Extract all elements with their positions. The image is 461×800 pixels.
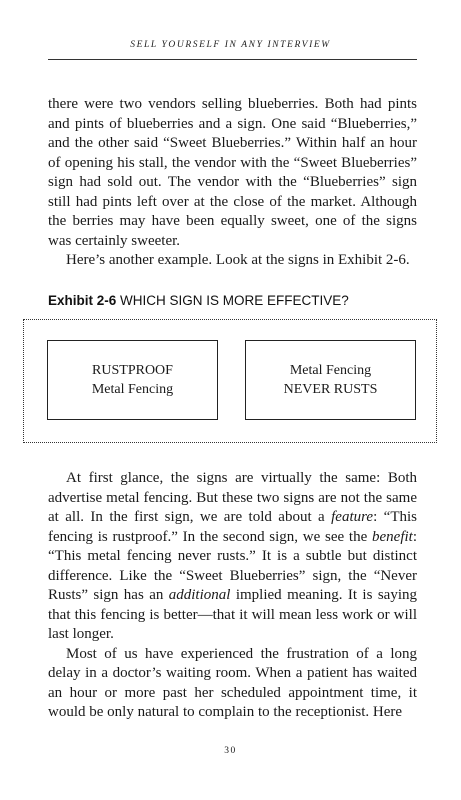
emphasis-feature: feature <box>331 509 374 525</box>
paragraph-text-segment: At first glance, the signs are virtually the same: Both advertise metal fencing. But these two signs are not the same at all. In the first sign, we are told about a <box>48 470 417 525</box>
sign-right-line-2: NEVER RUSTS <box>283 382 378 397</box>
paragraph-blueberries: there were two vendors selling blueberries. Both had pints and pints of blueberries and a sign. One said “Blueberries,” and the other said “Sweet Blueberries.” Within half an hour of opening his stall, the vendor with the “Sweet Blueberries” sign had sold out. The vendor with the “Blueberries” sign still had pints left over at the close of the market. Although the berries may have been equally sweet, one of the signs was certainly sweeter. <box>48 96 417 249</box>
exhibit-number: Exhibit 2-6 <box>48 293 117 308</box>
page-number: 30 <box>224 746 237 756</box>
emphasis-additional: additional <box>168 587 231 603</box>
paragraph-feature-benefit <box>48 469 417 645</box>
paragraph-text-segment: : “This fencing is rustproof.” In the second sign, we see the <box>48 509 417 545</box>
paragraph-doctor-waiting: Most of us have experienced the frustration of a long delay in a doctor’s waiting room. When a patient has waited an hour or more past her scheduled appointment time, it would be only natural to complain to the receptionist. Here <box>48 645 417 720</box>
paragraph-text-segment: : “This metal fencing never rusts.” It is a subtle but distinct difference. Like the “Sweet Blueberries” sign, the “Never Rusts” sign has an <box>48 528 417 603</box>
exhibit-caption <box>48 293 349 308</box>
sign-never-rusts <box>245 340 416 420</box>
emphasis-benefit: benefit <box>372 528 413 545</box>
paragraph-another-example: Here’s another example. Look at the signs in Exhibit 2-6. <box>66 252 410 268</box>
body-text-top <box>48 95 417 271</box>
sign-rustproof <box>47 340 218 420</box>
sign-right-line-1: Metal Fencing <box>289 363 372 378</box>
header-rule <box>48 59 417 60</box>
body-text-bottom <box>48 469 417 723</box>
exhibit-title: WHICH SIGN IS MORE EFFECTIVE? <box>120 293 349 308</box>
paragraph-text-segment: implied meaning. It is saying that this fencing is better—that it will mean less work or will last longer. <box>48 587 417 642</box>
sign-left-line-1: RUSTPROOF <box>92 363 173 378</box>
sign-left-line-2: Metal Fencing <box>91 382 174 397</box>
running-head: SELL YOURSELF IN ANY INTERVIEW <box>130 40 331 50</box>
